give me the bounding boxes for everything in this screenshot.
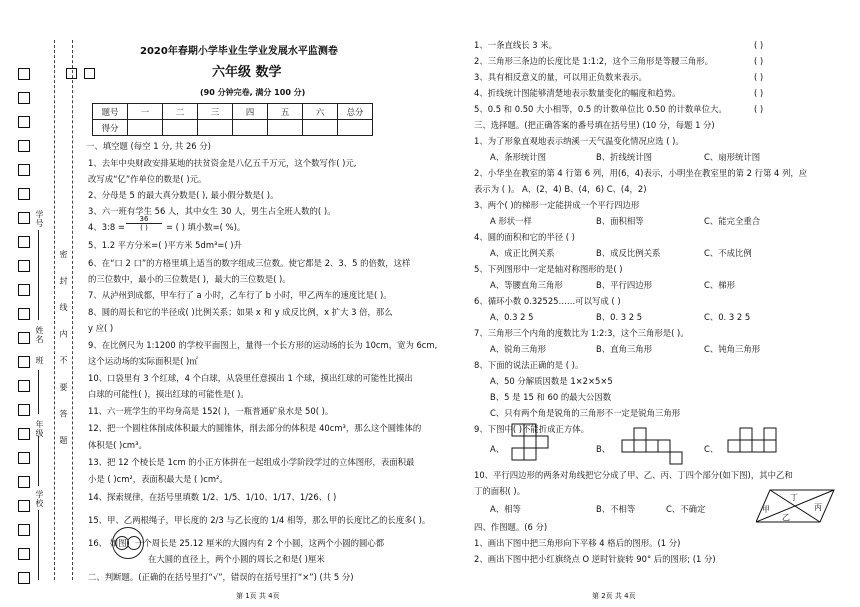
- checkbox-square: [18, 284, 30, 296]
- score-header-cell: 二: [163, 104, 198, 120]
- checkbox-square: [66, 68, 77, 79]
- score-header-cell: 五: [268, 104, 303, 120]
- score-cell[interactable]: [163, 120, 198, 136]
- checkbox-square: [18, 308, 30, 320]
- option: A、条形统计图: [490, 152, 546, 162]
- score-table: [92, 103, 373, 136]
- question-line: 体积是( )cm³。: [88, 440, 147, 450]
- score-cell[interactable]: [268, 120, 303, 136]
- checkbox-square: [18, 548, 30, 560]
- parallelogram-label: 甲: [762, 505, 770, 514]
- option: B、面积相等: [596, 216, 644, 226]
- question-line: 2、小华坐在教室的第 4 行第 6 列，用(6，4)表示，小明坐在教室里的第 2 行第 4 列，应: [474, 168, 808, 178]
- checkbox-square: [18, 140, 30, 152]
- answer-parens: ( ): [754, 104, 764, 114]
- option: B、折线统计图: [596, 152, 652, 162]
- answer-parens: ( ): [754, 40, 764, 50]
- option: A、: [490, 444, 505, 454]
- score-cell[interactable]: [338, 120, 373, 136]
- fraction-denominator: ( ): [126, 223, 162, 232]
- page-number: 第 2页 共 4页: [592, 592, 636, 600]
- question-line: 7、从泸州到成都，甲车行了 a 小时，乙车行了 b 小时，甲乙两车的速度比是( )。: [88, 290, 392, 300]
- seal-text: 密 封 线 内 不 要 答 题: [59, 250, 68, 452]
- checkbox-square: [18, 212, 30, 224]
- question-line: 1、一条直线长 3 米。: [474, 40, 557, 50]
- score-cell[interactable]: [303, 120, 338, 136]
- option: C、只有两个角是锐角的三角形不一定是锐角三角形: [490, 408, 681, 418]
- question-line: 3、两个( )的梯形一定能拼成一个平行四边形: [474, 200, 640, 210]
- checkbox-square: [18, 428, 30, 440]
- section-heading: 一、填空题 (每空 1 分, 共 26 分): [86, 141, 211, 151]
- checkbox-square: [18, 380, 30, 392]
- option: C、钝角三角形: [704, 344, 761, 354]
- score-header-cell: 六: [303, 104, 338, 120]
- question-line: 5、下列图形中一定是轴对称图形的是( ): [474, 264, 623, 274]
- option: B、不相等: [596, 504, 636, 514]
- exam-subtitle: (90 分钟完卷, 满分 100 分): [200, 88, 306, 97]
- option: A、锐角三角形: [490, 344, 546, 354]
- question-line: 7、三角形三个内角的度数比为 1:2:3，这个三角形是( )。: [474, 328, 689, 338]
- cube-net-b: [620, 426, 690, 466]
- question-line: 10、平行四边形的两条对角线把它分成了甲、乙、丙、丁四个部分(如下图)，其中乙和: [474, 470, 793, 480]
- option: B、成反比例关系: [596, 248, 661, 258]
- question-line: 16、 如图，一个周长是 25.12 厘米的大圆内有 2 个小圆，这两个小圆的圆心都: [88, 538, 385, 548]
- score-header-cell: 四: [233, 104, 268, 120]
- section-heading: 三、选择题。(把正确答案的番号填在括号里) (10 分，每题 1 分): [474, 120, 715, 130]
- fraction: [126, 215, 162, 232]
- student-id-label: 学号: [35, 210, 44, 228]
- question-line: 1、画出下图中把三角形向下平移 4 格后的图形。(1 分): [474, 538, 681, 548]
- question-line: 2、三角形三条边的长度比是 1:1:2，这个三角形是等腰三角形。: [474, 56, 713, 66]
- checkbox-square: [84, 68, 95, 79]
- score-header-cell: 总分: [338, 104, 373, 120]
- checkbox-square: [18, 476, 30, 488]
- question-line: 13、把 12 个棱长是 1cm 的小正方体拼在一起组成小学阶段学过的立体图形，表面积最: [88, 457, 415, 467]
- class-label: 班: [35, 356, 44, 365]
- question-line: 3、具有相反意义的量，可以用正负数来表示。: [474, 72, 647, 82]
- score-cell: 得分: [93, 120, 128, 136]
- option: A、相等: [490, 504, 521, 514]
- small-circle-figure: [127, 536, 141, 550]
- checkbox-square: [18, 260, 30, 272]
- question-line: y 应( ): [88, 323, 114, 333]
- checkbox-square: [18, 524, 30, 536]
- checkbox-square: [18, 68, 30, 80]
- checkbox-square: [18, 236, 30, 248]
- question-line: 4、折线统计图能够清楚地表示数量变化的幅度和趋势。: [474, 88, 681, 98]
- option: A、50 分解质因数是 1×2×5×5: [490, 376, 613, 386]
- option: C、梯形: [704, 280, 735, 290]
- checkbox-square: [18, 500, 30, 512]
- option: C、不确定: [666, 504, 706, 514]
- question-line: 9、下图中( )不能折成正方体。: [474, 424, 590, 434]
- question-line: 5、0.5 和 0.50 大小相等，0.5 的计数单位比 0.50 的计数单位大。: [474, 104, 727, 114]
- checkbox-square: [18, 572, 30, 584]
- option: A 形状一样: [490, 216, 532, 226]
- option: B、5 是 15 和 60 的最大公因数: [490, 392, 612, 402]
- option: B、: [596, 444, 611, 454]
- grade-label: 年级: [35, 420, 44, 438]
- cube-net-c: [726, 426, 796, 466]
- checkbox-square: [18, 356, 30, 368]
- answer-parens: ( ): [754, 72, 764, 82]
- answer-parens: ( ): [754, 56, 764, 66]
- parallelogram-label: 丙: [814, 503, 822, 512]
- option: C、0. 3 2 5: [704, 312, 751, 322]
- option: B、直角三角形: [596, 344, 652, 354]
- option: A、成正比例关系: [490, 248, 555, 258]
- question-line: 表示为 ( )。 A、(2，4) B、(4，6) C、(4，2): [474, 184, 647, 194]
- option: C、不成比例: [704, 248, 752, 258]
- question-line: 1、为了形象直观地表示纳溪一天气温变化情况应选 ( )。: [474, 136, 684, 146]
- question-line: 8、下面的说法正确的是 ( )。: [474, 360, 584, 370]
- question-line: 小是 ( )cm²，表面积最大是 ( )cm²。: [88, 474, 228, 484]
- question-line: 2、画出下图中把小红旗绕点 O 逆时针旋转 90° 后的图形; (1 分): [474, 554, 716, 564]
- checkbox-square: [18, 92, 30, 104]
- fraction-numerator: 36: [139, 215, 149, 223]
- option: B、0. 3 2 5: [596, 312, 643, 322]
- fill-line: [38, 510, 39, 580]
- subject-heading: 六年级 数学: [212, 65, 282, 80]
- name-label: 姓名: [35, 326, 44, 344]
- answer-parens: ( ): [754, 88, 764, 98]
- parallelogram-label: 丁: [790, 493, 798, 502]
- checkbox-square: [18, 164, 30, 176]
- question-line: 丁的面积( )。: [474, 486, 526, 496]
- section-heading: 二、判断题。(正确的在括号里打“√”，错误的在括号里打“×”) (共 5 分): [88, 572, 354, 582]
- cube-net-a: [510, 422, 570, 462]
- fill-line: [38, 436, 39, 486]
- option: C、能完全重合: [704, 216, 761, 226]
- score-cell[interactable]: [128, 120, 163, 136]
- page-number: 第 1页 共 4页: [236, 592, 280, 600]
- score-cell[interactable]: [198, 120, 233, 136]
- question-line: 白球的可能性( )，摸出红球的可能性是( )。: [88, 389, 249, 399]
- checkbox-square: [18, 452, 30, 464]
- exam-title: 2020年春期小学毕业生学业发展水平监测卷: [140, 46, 338, 57]
- question-line: 6、在“口 2 口”的方格里填上适当的数字组成三位数。使它都是 2、3、5 的倍数，这样: [88, 258, 411, 268]
- option: A、0.3 2 5: [490, 312, 534, 322]
- score-header-cell: 一: [128, 104, 163, 120]
- option: A、等腰直角三角形: [490, 280, 563, 290]
- question-line: 10、口袋里有 3 个红球，4 个白球，从袋里任意摸出 1 个球，摸出红球的可能性比摸出: [88, 373, 413, 383]
- question-line: 改写成“亿”作单位的数是( )元。: [88, 174, 207, 184]
- question-line: 2、分母是 5 的最大真分数是( ), 最小假分数是( )。: [88, 190, 279, 200]
- question-line: = ( ) 填小数=( %)。: [166, 222, 246, 232]
- question-line: 6、循环小数 0.32525……可以写成 ( ): [474, 296, 621, 306]
- school-label: 学校: [35, 490, 44, 508]
- corner-boxes: [66, 68, 95, 79]
- question-line: 12、把一个圆柱体削成体积最大的圆锥体，削去部分的体积是 40cm³，那么这个圆锥体的: [88, 423, 422, 433]
- checkbox-square: [18, 116, 30, 128]
- checkbox-square: [18, 332, 30, 344]
- question-line: 5、1.2 平方分米=( )平方米 5dm³=( )升: [88, 240, 242, 250]
- score-cell[interactable]: [233, 120, 268, 136]
- question-line: 4、圆的面积和它的半径 ( ): [474, 232, 575, 242]
- question-line: 8、圆的周长和它的半径成( )比例关系；如果 x 和 y 成反比例，x 扩大 3 倍，那么: [88, 307, 393, 317]
- question-line: 9、在比例尺为 1:1200 的学校平面图上，量得一个长方形的运动场的长为 10cm，宽为 6cm,: [88, 340, 438, 350]
- checkbox-square: [18, 188, 30, 200]
- question-line: 在大圆的直径上，两个小圆的周长之和是( )厘米: [148, 554, 325, 564]
- score-header-cell: 三: [198, 104, 233, 120]
- question-line: 14、探索规律，在括号里填数 1/2、1/5、1/10、1/17、1/26、( ): [88, 492, 337, 502]
- seal-line: [72, 40, 73, 580]
- question-line: 4、3:8 =: [88, 222, 125, 232]
- question-line: 1、去年中央财政安排某地的扶贫资金是八亿五千万元，这个数写作( )元,: [88, 158, 357, 168]
- question-line: 15、甲、乙两根绳子，甲长度的 2/3 与乙长度的 1/4 相等，那么甲的长度比乙的长度多( )。: [88, 515, 431, 525]
- question-line: 的三位数中，最小的三位数是( )，最大的三位数是( )。: [88, 274, 291, 284]
- option: B、平行四边形: [596, 280, 652, 290]
- question-line: 这个运动场的实际面积是( )㎡: [88, 356, 198, 366]
- option: C、扇形统计图: [704, 152, 761, 162]
- score-header-cell: 题号: [93, 104, 128, 120]
- checkbox-square: [18, 404, 30, 416]
- section-heading: 四、作图题。(6 分): [474, 522, 548, 532]
- seal-line: [54, 40, 55, 580]
- fill-line: [38, 370, 39, 414]
- parallelogram-label: 乙: [782, 513, 790, 522]
- option: C、: [704, 444, 719, 454]
- question-line: 3、六一班有学生 56 人，其中女生 30 人，男生占全班人数的( )。: [88, 206, 336, 216]
- fill-line: [38, 230, 39, 320]
- question-line: 11、六一班学生的平均身高是 152( )，一瓶普通矿泉水是 50( )。: [88, 406, 334, 416]
